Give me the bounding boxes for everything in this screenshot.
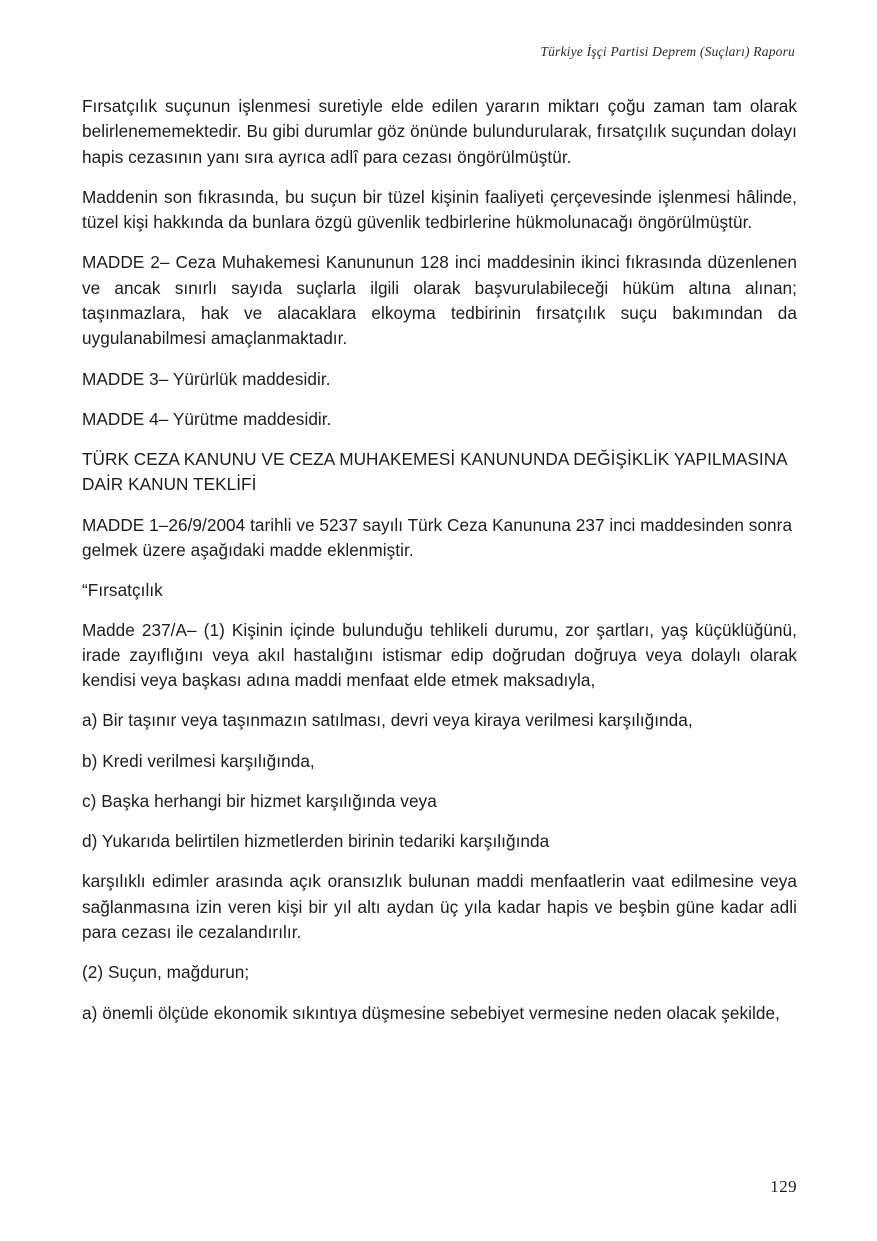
paragraph: karşılıklı edimler arasında açık oransızlık bulunan maddi menfaatlerin vaat edilmesine veya sağlanmasına izin veren kişi bir yıl altı aydan üç yıla kadar hapis ve beşbin güne kadar adli para cezası ile cezalandırılır.: [82, 871, 797, 943]
list-item-c: c) Başka herhangi bir hizmet karşılığında veya: [82, 790, 437, 811]
paragraph-madde-3: MADDE 3– Yürürlük maddesidir.: [82, 368, 331, 389]
paragraph-madde-1: MADDE 1–26/9/2004 tarihli ve 5237 sayılı Türk Ceza Kanununa 237 inci maddesinden sonra gelmek üzere aşağıdaki madde eklenmiştir.: [82, 514, 793, 560]
page-body: [82, 94, 797, 1026]
paragraph: Fırsatçılık suçunun işlenmesi suretiyle elde edilen yararın miktarı çoğu zaman tam olarak belirlenememektedir. Bu gibi durumlar göz önünde bulundurularak, fırsatçılık suçundan dolayı hapis cezasının yanı sıra ayrıca adlî para cezası öngörülmüştür.: [82, 96, 797, 167]
paragraph: MADDE 2– Ceza Muhakemesi Kanununun 128 inci maddesinin ikinci fıkrasında düzenlenen ve ancak sınırlı sayıda suçlarla ilgili olarak başvurulabileceği hüküm altına alınan; taşınmazlara, hak ve alacaklara elkoyma tedbirinin fırsatçılık suçu bakımından da uygulanabilmesi amaçlanmaktadır.: [82, 252, 797, 349]
paragraph-madde-237a: Madde 237/A– (1) Kişinin içinde bulunduğu tehlikeli durumu, zor şartları, yaş küçüklüğünü, irade zayıflığını veya akıl hastalığını istismar edip doğrudan doğruya veya dolaylı olarak kendisi veya başkası adına maddi menfaat elde etmek maksadıyla,: [82, 619, 797, 691]
list-item-a: a) Bir taşınır veya taşınmazın satılması, devri veya kiraya verilmesi karşılığında,: [82, 710, 693, 731]
paragraph-quote-open: “Fırsatçılık: [82, 580, 163, 601]
section-heading: TÜRK CEZA KANUNU VE CEZA MUHAKEMESİ KANUNUNDA DEĞİŞİKLİK YAPILMASINA DAİR KANUN TEKLİFİ: [82, 449, 787, 495]
page-number: 129: [770, 1177, 797, 1196]
paragraph-clause-2: (2) Suçun, mağdurun;: [82, 962, 250, 983]
paragraph: Maddenin son fıkrasında, bu suçun bir tüzel kişinin faaliyeti çerçevesinde işlenmesi hâlinde, tüzel kişi hakkında da bunlara özgü güvenlik tedbirlerine hükmolunacağı öngörülmüştür.: [82, 186, 797, 233]
list-item-d: d) Yukarıda belirtilen hizmetlerden birinin tedariki karşılığında: [82, 831, 550, 852]
running-header: Türkiye İşçi Partisi Deprem (Suçları) Raporu: [540, 44, 795, 59]
list-item-a-2: a) önemli ölçüde ekonomik sıkıntıya düşmesine sebebiyet vermesine neden olacak şekilde,: [82, 1002, 780, 1023]
list-item-b: b) Kredi verilmesi karşılığında,: [82, 750, 315, 771]
paragraph-madde-4: MADDE 4– Yürütme maddesidir.: [82, 408, 332, 429]
